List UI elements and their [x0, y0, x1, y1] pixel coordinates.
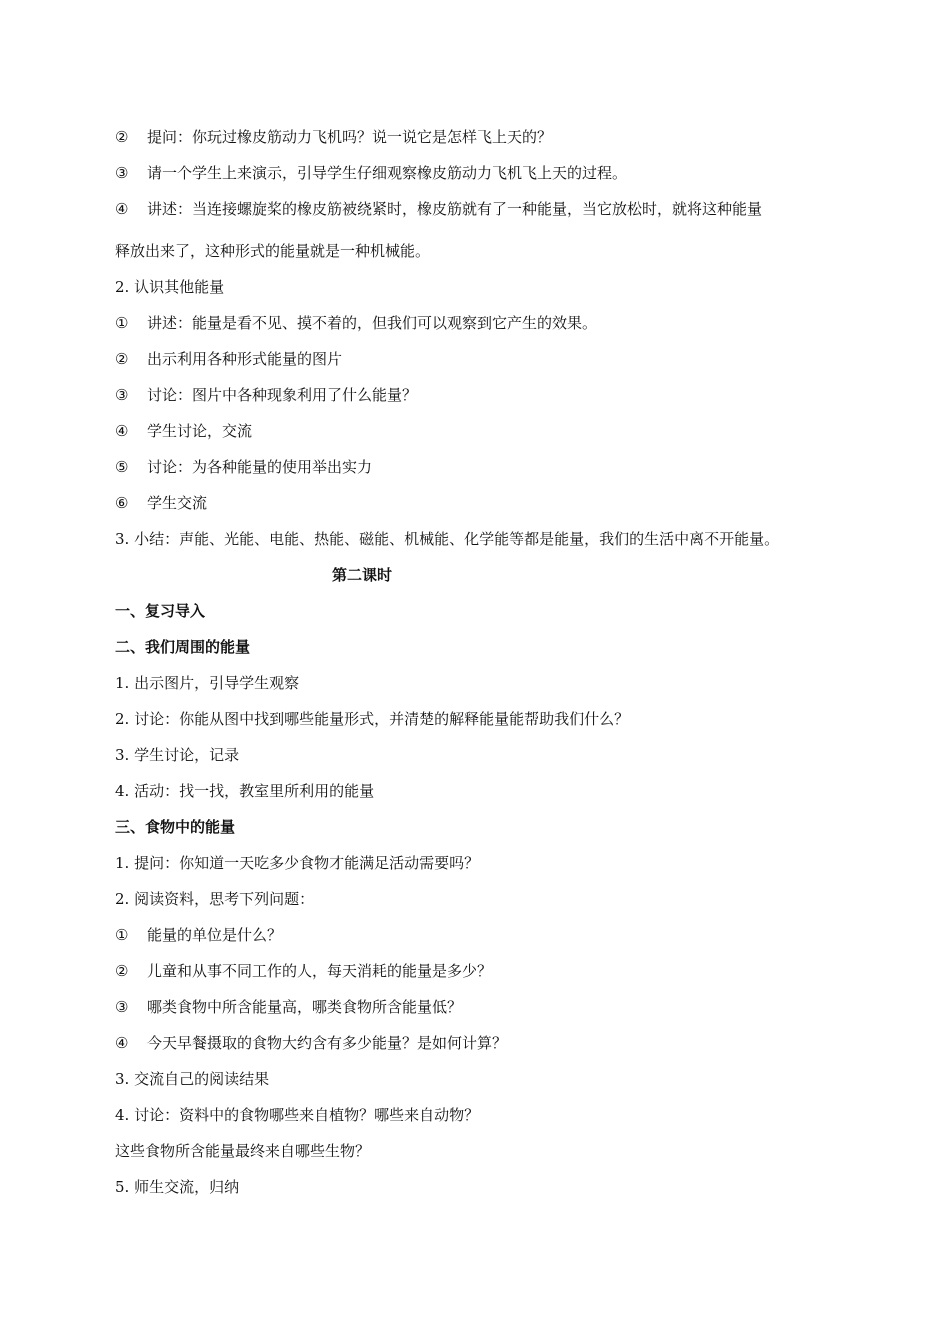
list-item — [115, 1032, 855, 1054]
item-text: 学生交流 — [147, 494, 208, 512]
list-item — [115, 420, 855, 442]
item-text: 讲述：能量是看不见、摸不着的，但我们可以观察到它产生的效果。 — [147, 314, 598, 332]
item-number: ③ — [115, 998, 129, 1016]
part-heading: 二、我们周围的能量 — [115, 638, 251, 656]
item-text: 出示利用各种形式能量的图片 — [147, 350, 343, 368]
list-item — [115, 126, 855, 148]
item-number: ④ — [115, 422, 129, 440]
item-text: 今天早餐摄取的食物大约含有多少能量？是如何计算？ — [147, 1034, 508, 1052]
item-text: 能量的单位是什么？ — [147, 926, 283, 944]
step-line: 5. 师生交流，归纳 — [115, 1178, 240, 1196]
step-line: 3. 学生讨论，记录 — [115, 746, 240, 764]
step-line: 4. 活动：找一找，教室里所利用的能量 — [115, 782, 375, 800]
item-text: 讨论：为各种能量的使用举出实力 — [147, 458, 373, 476]
item-number: ③ — [115, 164, 129, 182]
item-text: 提问：你玩过橡皮筋动力飞机吗？说一说它是怎样飞上天的？ — [147, 128, 553, 146]
item-number: ① — [115, 314, 129, 332]
item-number: ④ — [115, 200, 129, 218]
list-item — [115, 492, 855, 514]
step-line: 1. 提问：你知道一天吃多少食物才能满足活动需要吗？ — [115, 854, 480, 872]
item-number: ③ — [115, 386, 129, 404]
item-number: ④ — [115, 1034, 129, 1052]
item-number: ② — [115, 962, 129, 980]
list-item — [115, 456, 855, 478]
list-item — [115, 348, 855, 370]
list-item — [115, 162, 855, 184]
step-line: 1. 出示图片，引导学生观察 — [115, 674, 300, 692]
part-heading: 一、复习导入 — [115, 602, 206, 620]
lesson-title: 第二课时 — [332, 566, 393, 584]
step-line: 3. 交流自己的阅读结果 — [115, 1070, 270, 1088]
item-number: ② — [115, 128, 129, 146]
item-text: 讨论：图片中各种现象利用了什么能量？ — [147, 386, 418, 404]
item-text: 请一个学生上来演示，引导学生仔细观察橡皮筋动力飞机飞上天的过程。 — [147, 164, 628, 182]
part-heading: 三、食物中的能量 — [115, 818, 236, 836]
list-item — [115, 924, 855, 946]
step-line: 2. 讨论：你能从图中找到哪些能量形式，并清楚的解释能量能帮助我们什么？ — [115, 710, 630, 728]
step-line: 这些食物所含能量最终来自哪些生物？ — [115, 1142, 371, 1160]
section-heading: 2. 认识其他能量 — [115, 278, 225, 296]
item-text: 儿童和从事不同工作的人，每天消耗的能量是多少？ — [147, 962, 493, 980]
item-number: ⑥ — [115, 494, 129, 512]
list-item — [115, 996, 855, 1018]
step-line: 4. 讨论：资料中的食物哪些来自植物？哪些来自动物？ — [115, 1106, 480, 1124]
item-text: 哪类食物中所含能量高，哪类食物所含能量低？ — [147, 998, 463, 1016]
list-item — [115, 198, 855, 220]
item-number: ② — [115, 350, 129, 368]
item-text: 学生讨论，交流 — [147, 422, 253, 440]
list-item — [115, 312, 855, 334]
item-number: ① — [115, 926, 129, 944]
item-number: ⑤ — [115, 458, 129, 476]
summary-line: 3. 小结：声能、光能、电能、热能、磁能、机械能、化学能等都是能量，我们的生活中离不开能量。 — [115, 530, 780, 548]
list-item — [115, 960, 855, 982]
paragraph-continuation: 释放出来了，这种形式的能量就是一种机械能。 — [115, 242, 431, 260]
list-item — [115, 384, 855, 406]
item-text: 讲述：当连接螺旋桨的橡皮筋被绕紧时，橡皮筋就有了一种能量，当它放松时，就将这种能量 — [147, 200, 763, 218]
step-line: 2. 阅读资料，思考下列问题： — [115, 890, 315, 908]
